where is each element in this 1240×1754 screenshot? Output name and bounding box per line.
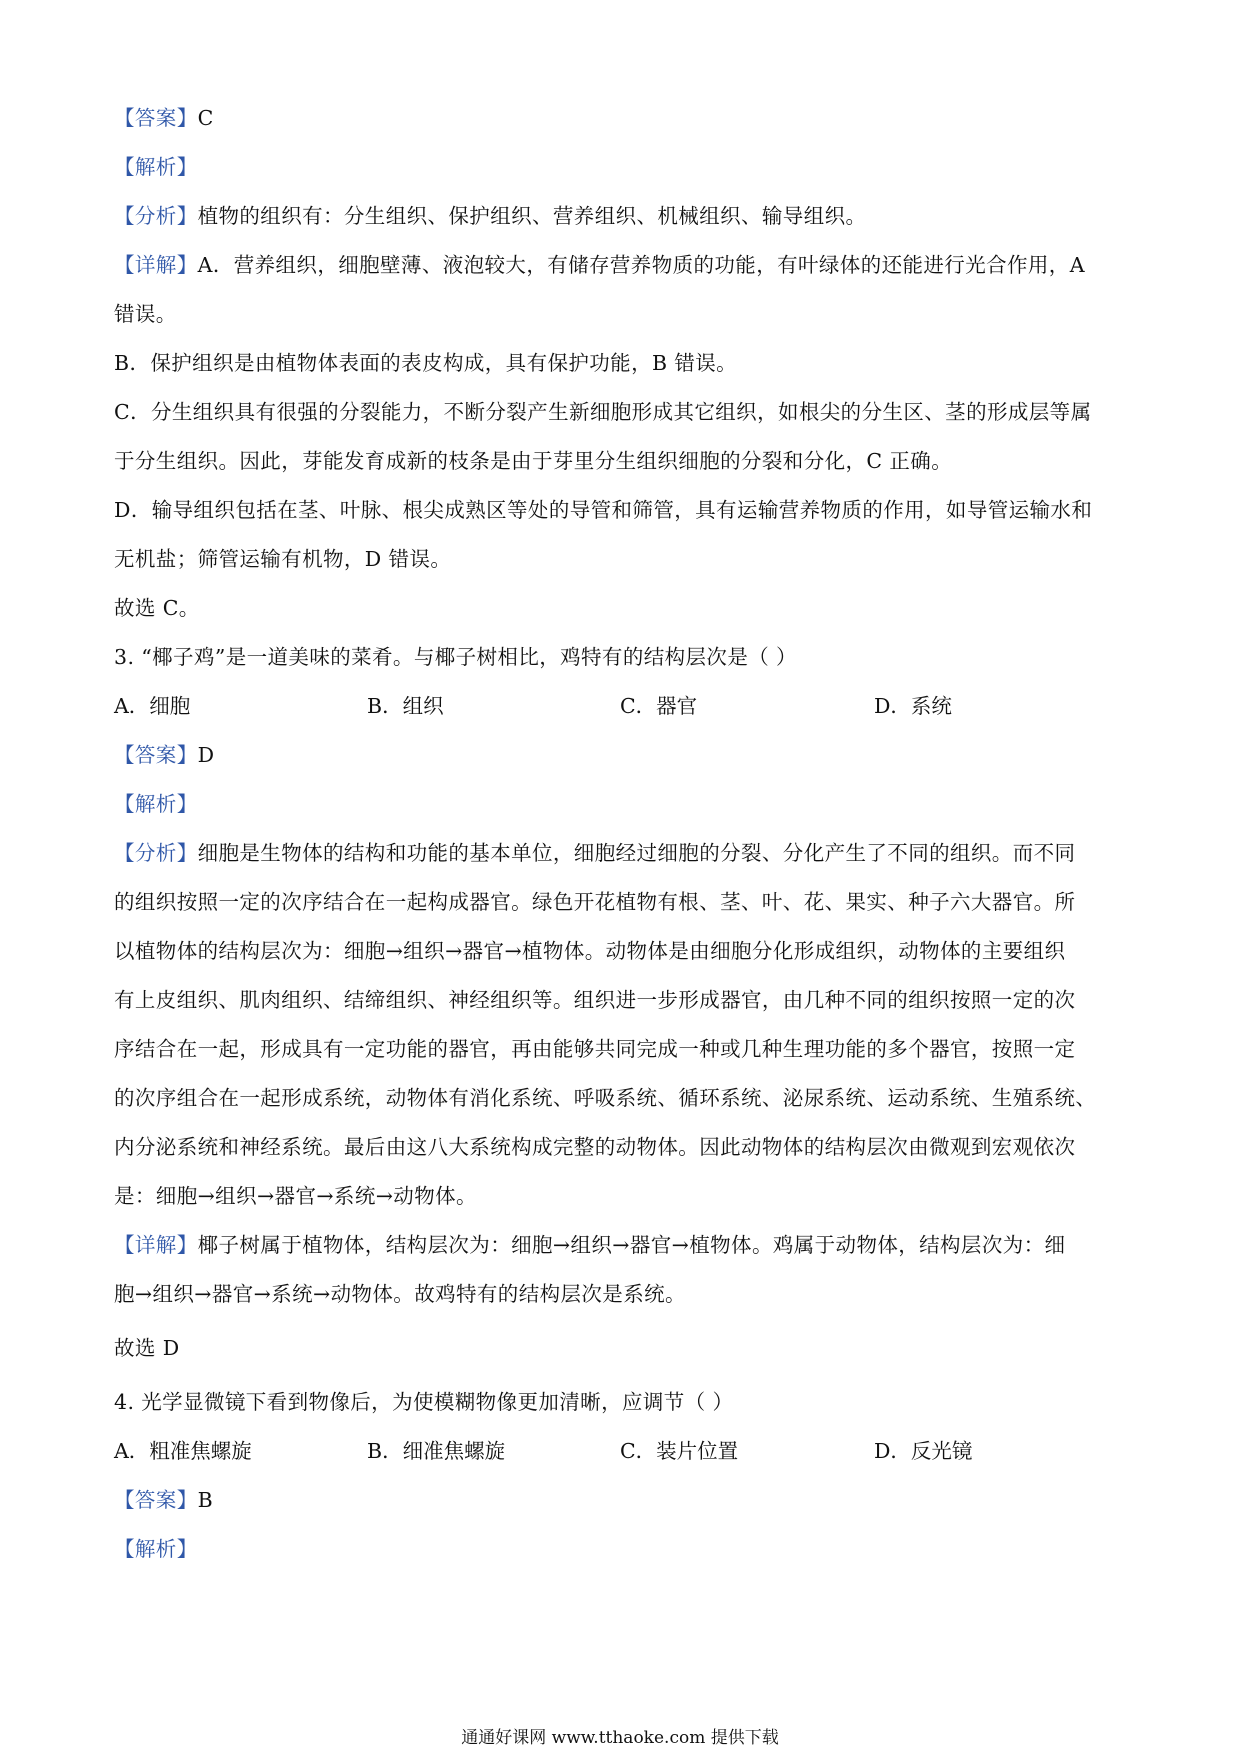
q4-option-a: A．粗准焦螺旋: [114, 1439, 252, 1463]
explanation-line: C．分生组织具有很强的分裂能力，不断分裂产生新细胞形成其它组织，如根尖的分生区、茎的形成层等属: [114, 400, 1092, 424]
q4-option-c: C．装片位置: [620, 1439, 739, 1463]
answer-line: 【答案】D: [114, 743, 215, 767]
explanation-line: 【分析】植物的组织有：分生组织、保护组织、营养组织、机械组织、输导组织。: [114, 204, 867, 228]
explanation-line: D．输导组织包括在茎、叶脉、根尖成熟区等处的导管和筛管，具有运输营养物质的作用，如导管运输水和: [114, 498, 1093, 522]
explanation-line: 有上皮组织、肌肉组织、结缔组织、神经组织等。组织进一步形成器官，由几种不同的组织按照一定的次: [114, 988, 1076, 1012]
analysis-tag: 【解析】: [114, 155, 198, 179]
explanation-line: 是：细胞→组织→器官→系统→动物体。: [114, 1184, 477, 1208]
analysis-tag: 【解析】: [114, 792, 198, 816]
answer-text: C: [197, 106, 214, 130]
explanation-line: 于分生组织。因此，芽能发育成新的枝条是由于芽里分生组织细胞的分裂和分化，C 正确。: [114, 449, 953, 473]
explanation-line: 序结合在一起，形成具有一定功能的器官，再由能够共同完成一种或几种生理功能的多个器官，按照一定: [114, 1037, 1076, 1061]
answer-tag: 【答案】: [114, 106, 198, 130]
xiangjie-tag: 【详解】: [114, 1233, 198, 1257]
explanation-line: 以植物体的结构层次为：细胞→组织→器官→植物体。动物体是由细胞分化形成组织，动物体的主要组织: [114, 939, 1066, 963]
explanation-line: 【详解】椰子树属于植物体，结构层次为：细胞→组织→器官→植物体。鸡属于动物体，结构层次为：细: [114, 1233, 1066, 1257]
xiangjie-tag: 【详解】: [114, 253, 198, 277]
fenxi-tag: 【分析】: [114, 841, 198, 865]
answer-tag: 【答案】: [114, 1488, 198, 1512]
analysis-line: [114, 789, 1134, 819]
question-4: 4. 光学显微镜下看到物像后，为使模糊物像更加清晰，应调节（ ）: [114, 1390, 734, 1414]
answer-tag: 【答案】: [114, 743, 198, 767]
analysis-line: [114, 152, 1134, 182]
explanation-line: 【分析】细胞是生物体的结构和功能的基本单位，细胞经过细胞的分裂、分化产生了不同的组织。而不同: [114, 841, 1076, 865]
q3-option-b: B．组织: [367, 694, 444, 718]
explanation-line: 的次序组合在一起形成系统，动物体有消化系统、呼吸系统、循环系统、泌尿系统、运动系统、生殖系统、: [114, 1086, 1097, 1110]
explanation-line: 内分泌系统和神经系统。最后由这八大系统构成完整的动物体。因此动物体的结构层次由微观到宏观依次: [114, 1135, 1076, 1159]
q4-option-d: D．反光镜: [874, 1439, 973, 1463]
answer-line: 【答案】B: [114, 1488, 214, 1512]
explanation-line: 【详解】A．营养组织，细胞壁薄、液泡较大，有储存营养物质的功能，有叶绿体的还能进行光合作用，A: [114, 253, 1085, 277]
analysis-tag: 【解析】: [114, 1537, 198, 1561]
question-3: 3. “椰子鸡”是一道美味的菜肴。与椰子树相比，鸡特有的结构层次是（ ）: [114, 645, 797, 669]
explanation-line: B．保护组织是由植物体表面的表皮构成，具有保护功能，B 错误。: [114, 351, 738, 375]
answer-line: [114, 103, 1134, 133]
explanation-line: 错误。: [114, 302, 177, 326]
page-footer: 通通好课网 www.tthaoke.com 提供下载: [461, 1728, 779, 1748]
explanation-line: 的组织按照一定的次序结合在一起构成器官。绿色开花植物有根、茎、叶、花、果实、种子六大器官。所: [114, 890, 1076, 914]
conclusion-line: 故选 D: [114, 1336, 180, 1360]
q3-option-a: A．细胞: [114, 694, 191, 718]
fenxi-tag: 【分析】: [114, 204, 198, 228]
q3-option-c: C．器官: [620, 694, 698, 718]
explanation-line: 胞→组织→器官→系统→动物体。故鸡特有的结构层次是系统。: [114, 1282, 686, 1306]
q3-option-d: D．系统: [874, 694, 952, 718]
explanation-line: 无机盐；筛管运输有机物，D 错误。: [114, 547, 452, 571]
conclusion-line: 故选 C。: [114, 596, 200, 620]
analysis-line: [114, 1534, 1134, 1564]
q4-option-b: B．细准焦螺旋: [367, 1439, 506, 1463]
